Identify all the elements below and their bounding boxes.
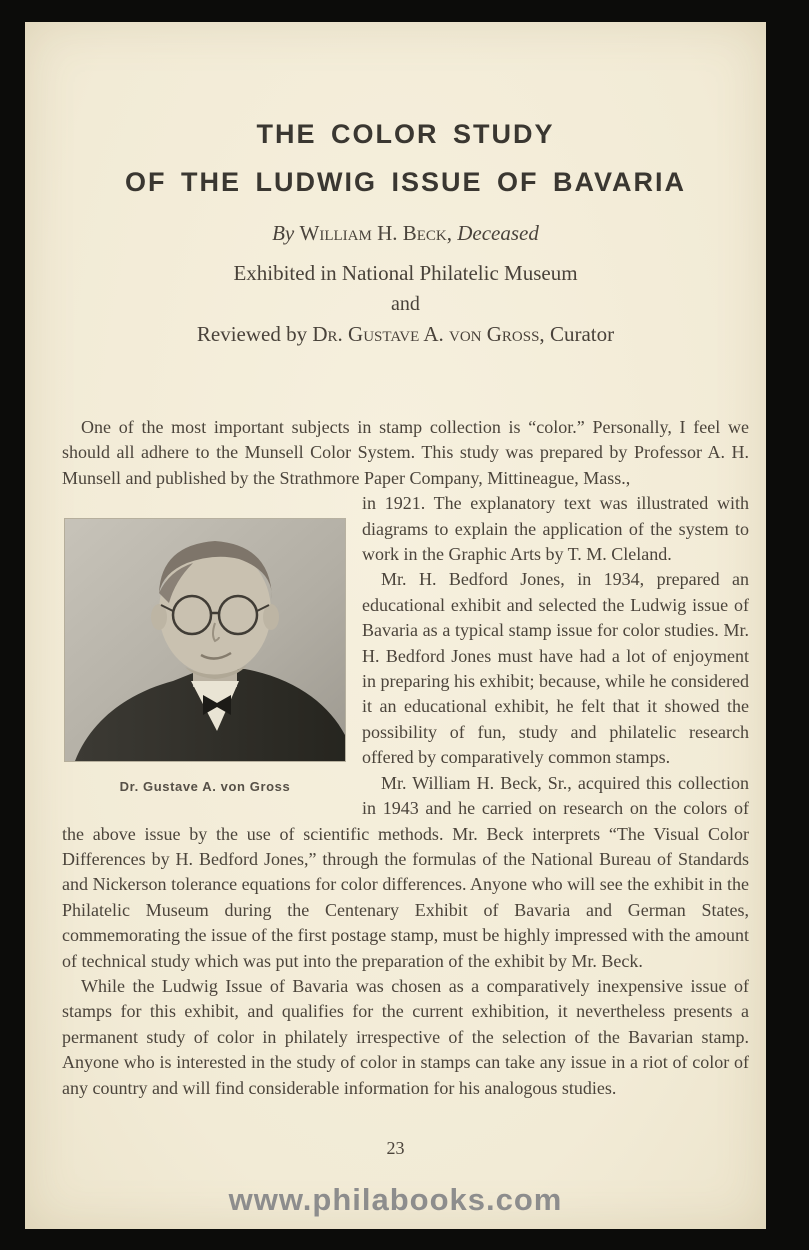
portrait-photo — [65, 519, 345, 761]
byline-status: Deceased — [457, 221, 539, 245]
title-line-2: OF THE LUDWIG ISSUE OF BAVARIA — [125, 167, 686, 197]
page — [25, 22, 766, 1229]
byline-by: By — [272, 221, 295, 245]
photo-caption: Dr. Gustave A. von Gross — [119, 779, 291, 795]
paragraph-4: While the Ludwig Issue of Bavaria was chosen as a comparatively inexpensive issue of stamps for this exhibit, and qualifies for the current exhibition, it nevertheless presents a permanent study of color in philately irrespective of the selection of the Bavarian stamp. Anyone who is interested in the study of color in stamps can take any issue in a riot of color of any country and will find considerable information for his analogous studies. — [62, 975, 749, 1098]
review-line — [62, 322, 749, 347]
byline — [62, 221, 749, 246]
exhibit-line: Exhibited in National Philatelic Museum — [233, 261, 578, 285]
paragraph-2: Mr. H. Bedford Jones, in 1934, prepared an educational exhibit and selected the Ludwig issue of Bavaria as a typical stamp issue for color studies. Mr. H. Bedford Jones must have had a lot of enjoyment in preparing his exhibit; because, while he considered it an educational exhibit, he felt that it showed the possibility of fun, study and philatelic research offered by comparatively common stamps. — [362, 569, 749, 768]
reviewer-role: Curator — [549, 322, 615, 346]
article-title — [62, 110, 749, 206]
portrait-figure — [65, 491, 345, 799]
title-line-1: THE COLOR STUDY — [256, 119, 555, 149]
page-number: 23 — [386, 1138, 405, 1158]
paragraph-3: Mr. William H. Beck, Sr., acquired this collection in 1943 and he carried on research on the colors of the above issue by the use of scientific methods. Mr. Beck interprets “The Visual Color Differences by H. Bedford Jones,” through the formulas of the National Bureau of Standards and Nickerson tolerance equations for color differences. Anyone who will see the exhibit in the Philatelic Museum during the Centenary Exhibit of Bavaria and German States, commemorating the issue of the first postage stamp, must be highly impressed with the amount of technical study which was put into the preparation of the exhibit by Mr. Beck. — [62, 772, 749, 971]
review-prefix: Reviewed by — [196, 322, 308, 346]
byline-author: William H. Beck, — [299, 221, 452, 245]
article-body — [62, 415, 749, 1101]
conjunction: and — [391, 293, 420, 315]
reviewer-name: Dr. Gustave A. von Gross, — [312, 322, 545, 346]
paragraph-1-continued: in 1921. The explanatory text was illustrated with diagrams to explain the application of the system to work in the Graphic Arts by T. M. Cleland. — [362, 493, 749, 565]
article-header — [62, 22, 749, 347]
paragraph-1-start: One of the most important subjects in stamp collection is “color.” Personally, I feel we should all adhere to the Munsell Color System. This study was prepared by Professor A. H. Munsell and published by the Strathmore Paper Company, Mittineague, Mass., — [62, 417, 749, 488]
watermark: www.philabooks.com — [228, 1182, 563, 1217]
